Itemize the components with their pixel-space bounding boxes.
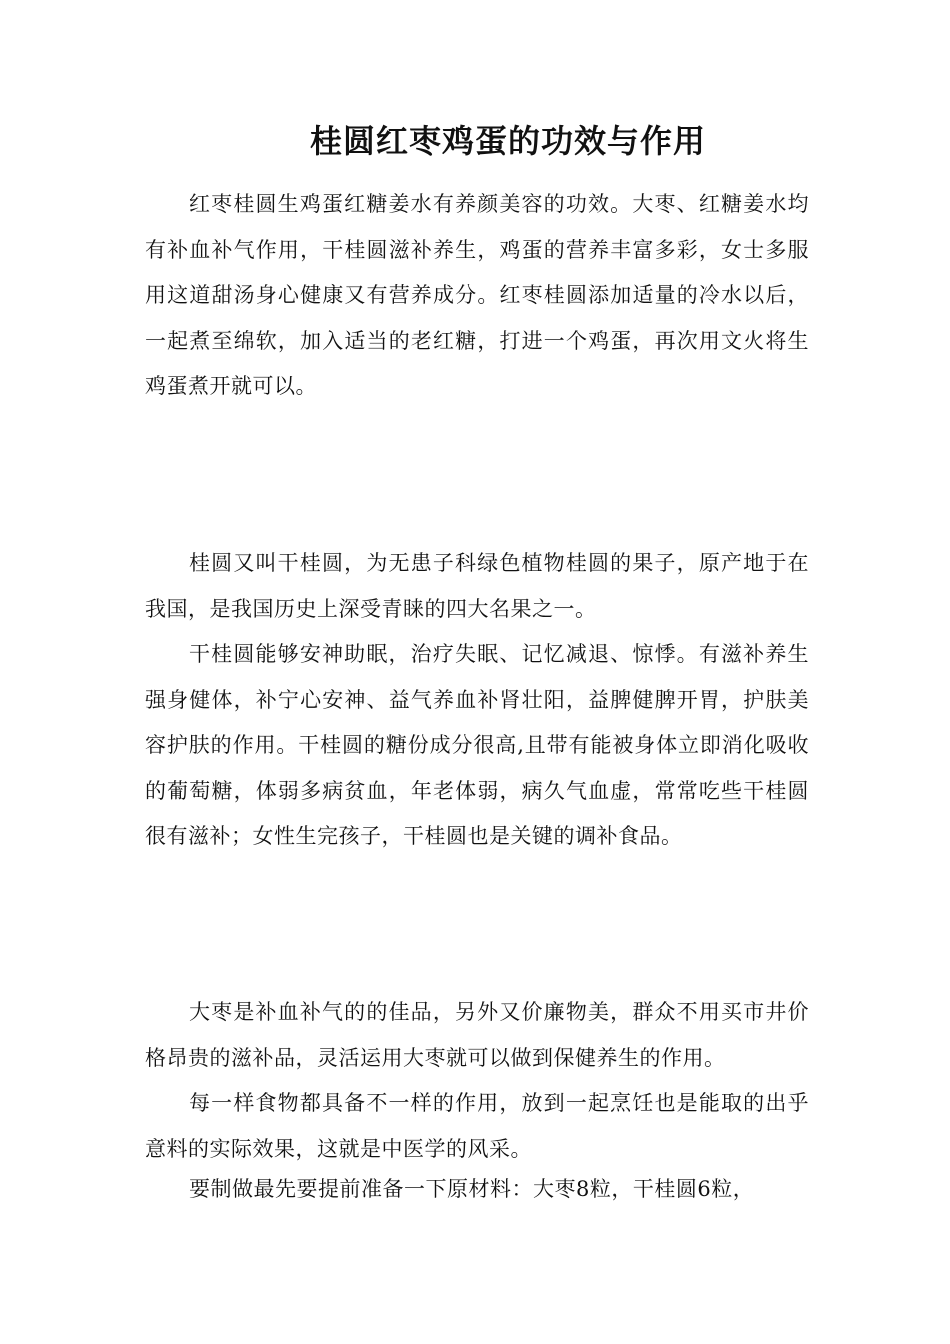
paragraph-6: 要制做最先要提前准备一下原材料：大枣8粒，干桂圆6粒，: [189, 1177, 755, 1201]
paragraph-5: 每一样食物都具备不一样的作用，放到一起烹饪也是能取的出乎意料的实际效果，这就是中医学的风采。: [145, 1091, 809, 1161]
paragraph-4: 大枣是补血补气的的佳品，另外又价廉物美，群众不用买市井价格昂贵的滋补品，灵活运用大枣就可以做到保健养生的作用。: [145, 1000, 809, 1070]
document-title: 桂圆红枣鸡蛋的功效与作用: [309, 122, 706, 160]
paragraph-2: 桂圆又叫干桂圆，为无患子科绿色植物桂圆的果子，原产地于在我国，是我国历史上深受青睐的四大名果之一。: [145, 551, 809, 621]
paragraph-3: 干桂圆能够安神助眠，治疗失眠、记忆减退、惊悸。有滋补养生强身健体，补宁心安神、益气养血补肾壮阳，益脾健脾开胃，护肤美容护肤的作用。干桂圆的糖份成分很高,且带有能被身体立即消化吸收的葡萄糖，体弱多病贫血，年老体弱，病久气血虚，常常吃些干桂圆很有滋补；女性生完孩子，干桂圆也是关键的调补食品。: [145, 642, 809, 849]
paragraph-1: 红枣桂圆生鸡蛋红糖姜水有养颜美容的功效。大枣、红糖姜水均有补血补气作用，干桂圆滋补养生，鸡蛋的营养丰富多彩，女士多服用这道甜汤身心健康又有营养成分。红枣桂圆添加适量的冷水以后，一起煮至绵软，加入适当的老红糖，打进一个鸡蛋，再次用文火将生鸡蛋煮开就可以。: [145, 192, 809, 399]
